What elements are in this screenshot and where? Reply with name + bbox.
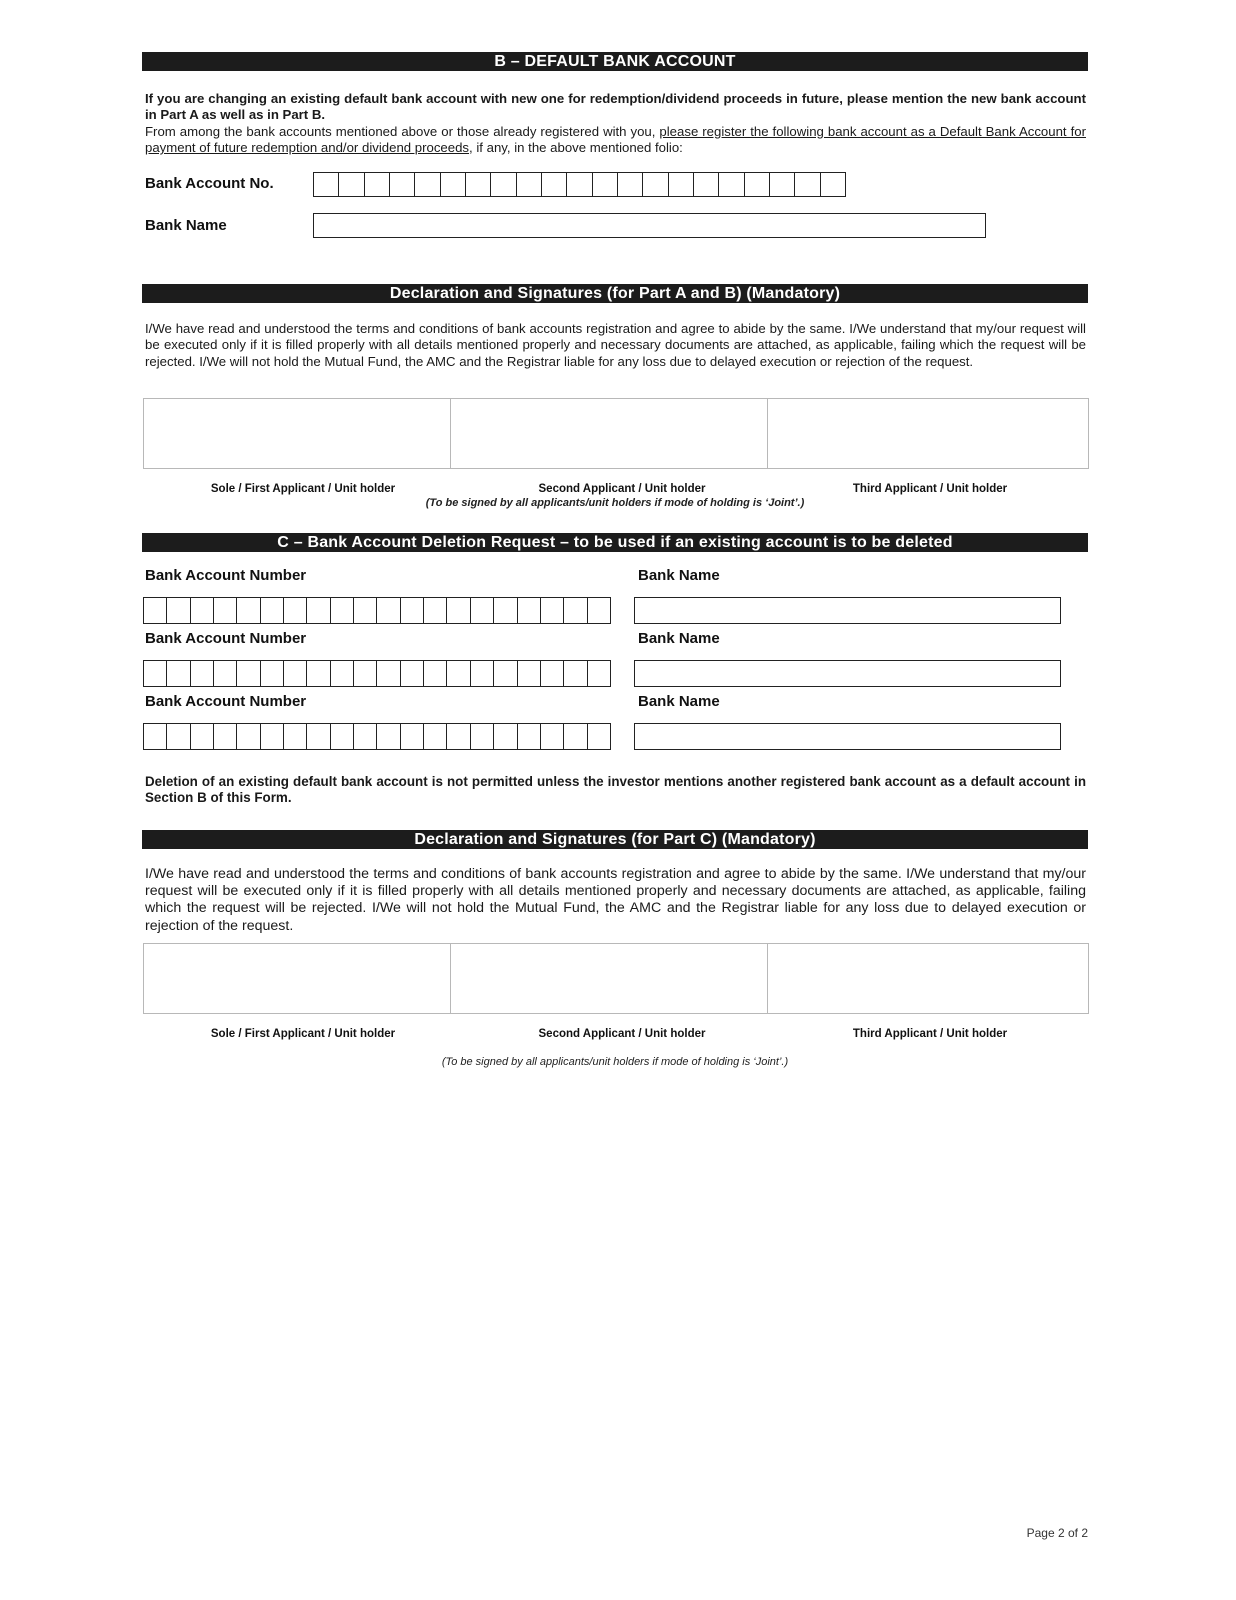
deletion-bank-input-1[interactable] — [634, 597, 1061, 624]
deletion-account-input-3[interactable] — [143, 723, 611, 750]
deletion-bank-input-2[interactable] — [634, 660, 1061, 687]
declaration-c-text: I/We have read and understood the terms and conditions of bank accounts registration and agree to abide by the same. I/We understand that my/our request will be executed only if it is filled properly with all details mentioned properly and necessary documents are attached, as applicable, failing which the request will be rejected. I/We will not hold the Mutual Fund, the AMC and the Registrar liable for any loss due to delayed execution or rejection of the request. — [145, 866, 1086, 934]
signature-boxes-ab — [143, 398, 1089, 469]
caption-first-applicant-c: Sole / First Applicant / Unit holder — [210, 1028, 396, 1040]
deletion-account-input-1[interactable] — [143, 597, 611, 624]
caption-first-applicant: Sole / First Applicant / Unit holder — [210, 483, 396, 495]
caption-second-applicant-c: Second Applicant / Unit holder — [538, 1028, 706, 1040]
declaration-ab-text: I/We have read and understood the terms and conditions of bank accounts registration and agree to abide by the same. I/We understand that my/our request will be executed only if it is filled properly with all details mentioned properly and necessary documents are attached, as applicable, failing which the request will be rejected. I/We will not hold the Mutual Fund, the AMC and the Registrar liable for any loss due to delayed execution or rejection of the request. — [145, 321, 1086, 369]
section-b-intro-pre: From among the bank accounts mentioned above or those already registered with you, — [145, 123, 660, 139]
deletion-account-label-1: Bank Account Number — [145, 567, 307, 584]
declaration-c-header: Declaration and Signatures (for Part C) (Mandatory) — [142, 830, 1088, 849]
bank-account-no-label: Bank Account No. — [145, 175, 274, 192]
deletion-bank-label-2: Bank Name — [638, 630, 720, 647]
signature-box-second-c[interactable] — [451, 944, 768, 1013]
section-b-intro-underline: please register the following bank account as a Default Bank Account for payment of future redemption and/or dividend proceeds — [145, 123, 1086, 156]
deletion-account-label-3: Bank Account Number — [145, 693, 307, 710]
deletion-account-label-2: Bank Account Number — [145, 630, 307, 647]
joint-holding-note: (To be signed by all applicants/unit holders if mode of holding is ‘Joint’.) — [425, 497, 805, 509]
signature-box-third-c[interactable] — [768, 944, 1088, 1013]
section-b-intro-bold: If you are changing an existing default bank account with new one for redemption/dividend proceeds in future, please mention the new bank account in Part A as well as in Part B. — [145, 91, 1086, 123]
signature-box-first-c[interactable] — [144, 944, 451, 1013]
deletion-bank-label-3: Bank Name — [638, 693, 720, 710]
section-b-intro-post: , if any, in the above mentioned folio: — [469, 140, 683, 156]
section-c-header: C – Bank Account Deletion Request – to be used if an existing account is to be deleted — [142, 533, 1088, 552]
signature-boxes-c — [143, 943, 1089, 1014]
bank-account-no-input[interactable] — [313, 172, 846, 197]
deletion-bank-input-3[interactable] — [634, 723, 1061, 750]
signature-box-third[interactable] — [768, 399, 1088, 468]
caption-third-applicant: Third Applicant / Unit holder — [852, 483, 1008, 495]
bank-name-input[interactable] — [313, 213, 986, 238]
caption-second-applicant: Second Applicant / Unit holder — [538, 483, 706, 495]
signature-box-first[interactable] — [144, 399, 451, 468]
joint-holding-note-c: (To be signed by all applicants/unit holders if mode of holding is ‘Joint’.) — [441, 1056, 789, 1068]
section-b-intro — [145, 91, 1086, 157]
deletion-account-input-2[interactable] — [143, 660, 611, 687]
deletion-bank-label-1: Bank Name — [638, 567, 720, 584]
signature-box-second[interactable] — [451, 399, 768, 468]
deletion-warning: Deletion of an existing default bank account is not permitted unless the investor mentions another registered bank account as a default account in Section B of this Form. — [145, 774, 1086, 806]
bank-name-label: Bank Name — [145, 217, 227, 234]
declaration-ab-header: Declaration and Signatures (for Part A and B) (Mandatory) — [142, 284, 1088, 303]
page-number: Page 2 of 2 — [1026, 1526, 1088, 1540]
caption-third-applicant-c: Third Applicant / Unit holder — [852, 1028, 1008, 1040]
section-b-header: B – DEFAULT BANK ACCOUNT — [142, 52, 1088, 71]
